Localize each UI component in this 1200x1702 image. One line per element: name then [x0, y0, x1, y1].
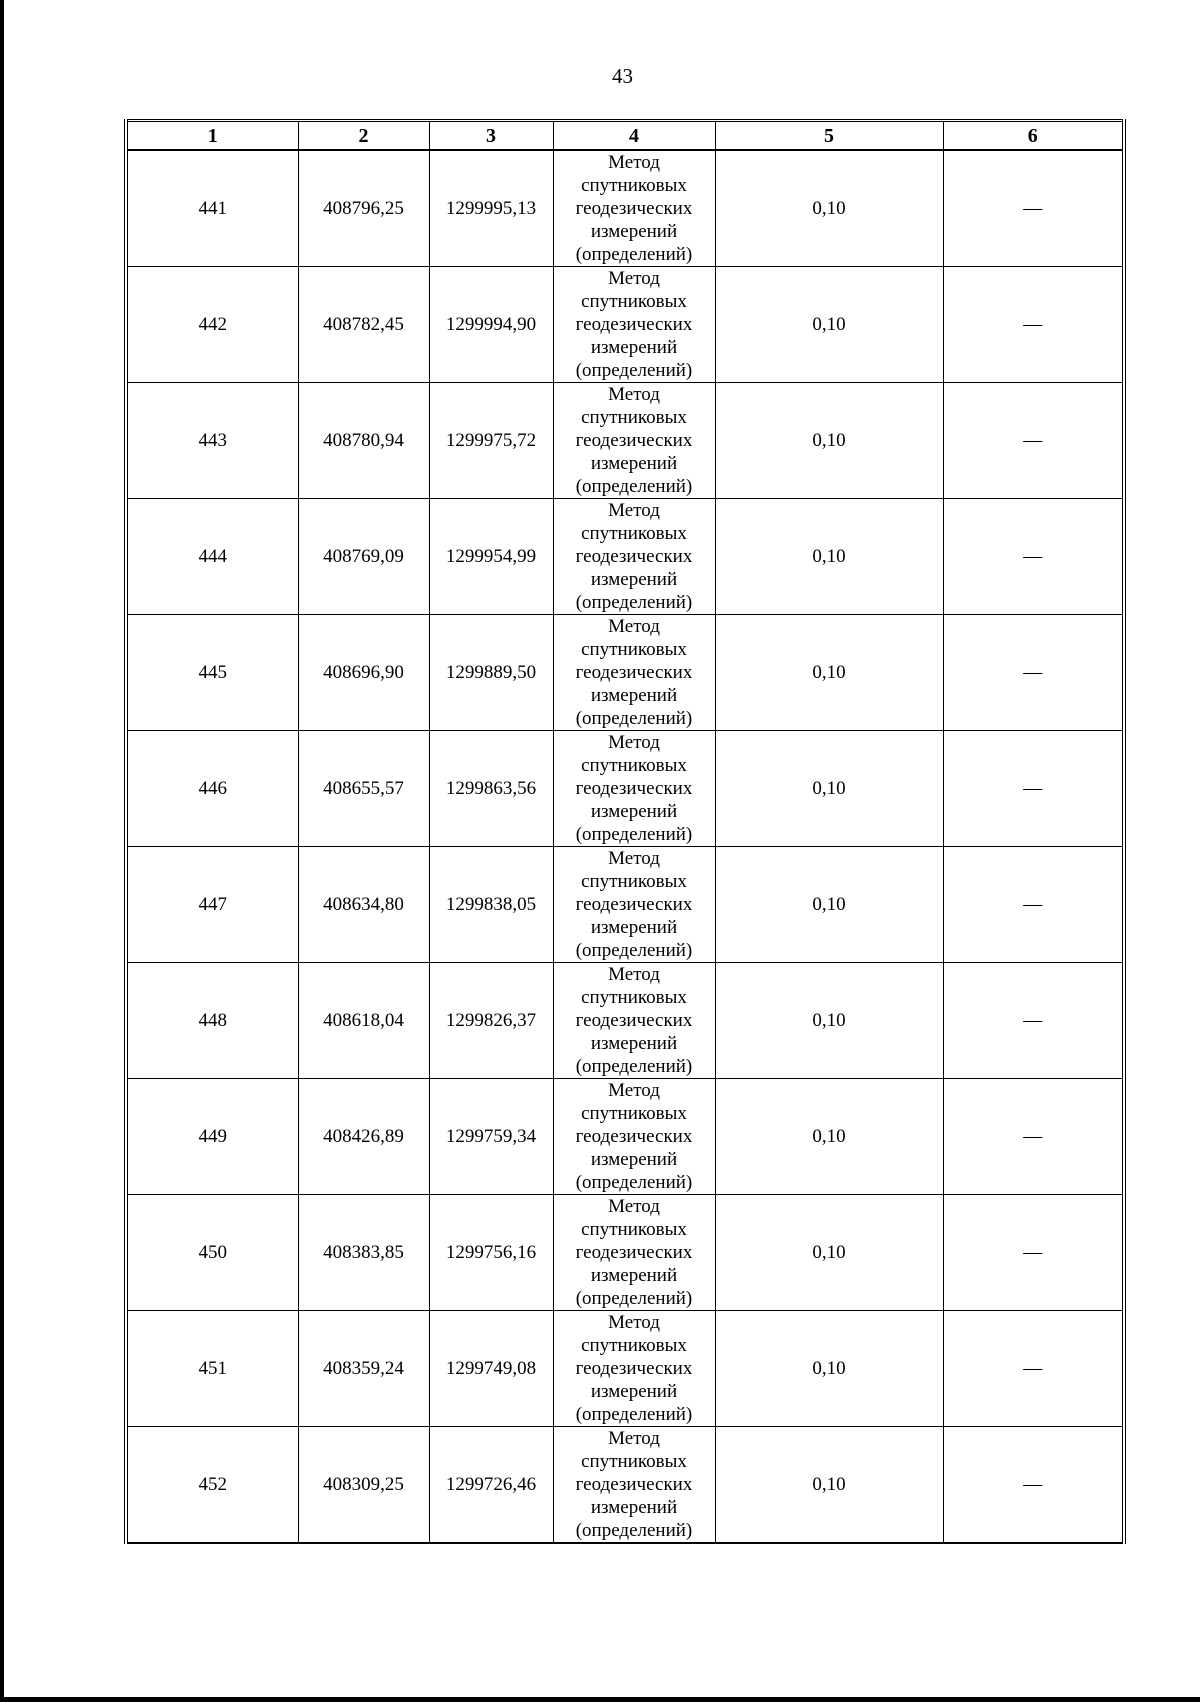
point-number-cell: 442 [126, 267, 298, 383]
method-line: геодезических [575, 1242, 693, 1263]
y-coordinate-cell: 1299838,05 [429, 847, 553, 963]
y-coordinate-cell: 1299863,56 [429, 731, 553, 847]
table-row [126, 267, 1124, 383]
table-row [126, 383, 1124, 499]
method-line: спутниковых [581, 1335, 687, 1356]
accuracy-cell: 0,10 [715, 847, 943, 963]
method-line: (определений) [575, 1404, 693, 1425]
method-line: спутниковых [581, 871, 687, 892]
method-line: измерений [590, 1497, 678, 1518]
method-line: (определений) [575, 940, 693, 961]
method-line: спутниковых [581, 755, 687, 776]
point-number-cell: 446 [126, 731, 298, 847]
y-coordinate-cell: 1299756,16 [429, 1195, 553, 1311]
point-number-cell: 441 [126, 150, 298, 267]
method-line: геодезических [575, 430, 693, 451]
method-line: спутниковых [581, 639, 687, 660]
scan-edge-left [0, 0, 4, 1702]
point-number-cell: 448 [126, 963, 298, 1079]
coordinates-table-container [124, 119, 1126, 1544]
column-header: 2 [298, 121, 429, 151]
accuracy-cell: 0,10 [715, 731, 943, 847]
x-coordinate-cell: 408426,89 [298, 1079, 429, 1195]
table-row [126, 150, 1124, 267]
method-line: (определений) [575, 1520, 693, 1541]
method-line: Метод [608, 1312, 660, 1333]
method-line: (определений) [575, 1172, 693, 1193]
method-line: спутниковых [581, 523, 687, 544]
method-line: Метод [608, 152, 660, 173]
y-coordinate-cell: 1299749,08 [429, 1311, 553, 1427]
method-line: измерений [590, 1149, 678, 1170]
note-cell: — [943, 1195, 1124, 1311]
method-line: геодезических [575, 198, 693, 219]
x-coordinate-cell: 408696,90 [298, 615, 429, 731]
coordinates-table [124, 119, 1126, 1544]
note-cell: — [943, 847, 1124, 963]
table-row [126, 847, 1124, 963]
method-line: измерений [590, 1033, 678, 1054]
method-line: геодезических [575, 1126, 693, 1147]
method-line: Метод [608, 1196, 660, 1217]
y-coordinate-cell: 1299759,34 [429, 1079, 553, 1195]
method-cell [553, 1195, 715, 1311]
note-cell: — [943, 963, 1124, 1079]
method-line: геодезических [575, 314, 693, 335]
method-cell [553, 963, 715, 1079]
method-cell [553, 499, 715, 615]
accuracy-cell: 0,10 [715, 963, 943, 1079]
x-coordinate-cell: 408359,24 [298, 1311, 429, 1427]
note-cell: — [943, 1079, 1124, 1195]
method-line: Метод [608, 384, 660, 405]
method-line: Метод [608, 616, 660, 637]
note-cell: — [943, 1311, 1124, 1427]
method-line: Метод [608, 964, 660, 985]
x-coordinate-cell: 408769,09 [298, 499, 429, 615]
method-line: измерений [590, 221, 678, 242]
column-header: 1 [126, 121, 298, 151]
note-cell: — [943, 1427, 1124, 1544]
page-number: 43 [612, 64, 633, 88]
method-line: геодезических [575, 662, 693, 683]
method-line: спутниковых [581, 1219, 687, 1240]
note-cell: — [943, 267, 1124, 383]
x-coordinate-cell: 408782,45 [298, 267, 429, 383]
method-line: (определений) [575, 592, 693, 613]
point-number-cell: 451 [126, 1311, 298, 1427]
table-row [126, 1427, 1124, 1544]
method-line: (определений) [575, 824, 693, 845]
accuracy-cell: 0,10 [715, 1427, 943, 1544]
method-line: измерений [590, 685, 678, 706]
x-coordinate-cell: 408383,85 [298, 1195, 429, 1311]
table-row [126, 731, 1124, 847]
method-line: Метод [608, 1080, 660, 1101]
point-number-cell: 449 [126, 1079, 298, 1195]
accuracy-cell: 0,10 [715, 267, 943, 383]
method-line: спутниковых [581, 407, 687, 428]
x-coordinate-cell: 408780,94 [298, 383, 429, 499]
method-line: геодезических [575, 1010, 693, 1031]
method-line: спутниковых [581, 291, 687, 312]
accuracy-cell: 0,10 [715, 1195, 943, 1311]
method-line: геодезических [575, 778, 693, 799]
y-coordinate-cell: 1299889,50 [429, 615, 553, 731]
table-row [126, 615, 1124, 731]
method-line: геодезических [575, 1358, 693, 1379]
note-cell: — [943, 499, 1124, 615]
accuracy-cell: 0,10 [715, 1311, 943, 1427]
y-coordinate-cell: 1299995,13 [429, 150, 553, 267]
method-line: (определений) [575, 244, 693, 265]
table-row [126, 499, 1124, 615]
method-line: измерений [590, 569, 678, 590]
method-cell [553, 1079, 715, 1195]
method-cell [553, 150, 715, 267]
x-coordinate-cell: 408618,04 [298, 963, 429, 1079]
note-cell: — [943, 383, 1124, 499]
method-cell [553, 383, 715, 499]
method-line: измерений [590, 1381, 678, 1402]
accuracy-cell: 0,10 [715, 1079, 943, 1195]
method-line: геодезических [575, 546, 693, 567]
point-number-cell: 443 [126, 383, 298, 499]
point-number-cell: 450 [126, 1195, 298, 1311]
method-cell [553, 267, 715, 383]
method-line: измерений [590, 453, 678, 474]
method-line: Метод [608, 732, 660, 753]
column-header: 6 [943, 121, 1124, 151]
method-line: измерений [590, 1265, 678, 1286]
method-line: спутниковых [581, 175, 687, 196]
method-cell [553, 615, 715, 731]
table-body [126, 150, 1124, 1543]
x-coordinate-cell: 408796,25 [298, 150, 429, 267]
y-coordinate-cell: 1299975,72 [429, 383, 553, 499]
method-line: геодезических [575, 1474, 693, 1495]
note-cell: — [943, 731, 1124, 847]
method-line: (определений) [575, 1288, 693, 1309]
accuracy-cell: 0,10 [715, 499, 943, 615]
point-number-cell: 444 [126, 499, 298, 615]
method-line: Метод [608, 268, 660, 289]
method-line: измерений [590, 337, 678, 358]
y-coordinate-cell: 1299826,37 [429, 963, 553, 1079]
method-line: (определений) [575, 360, 693, 381]
method-line: измерений [590, 801, 678, 822]
table-row [126, 1311, 1124, 1427]
y-coordinate-cell: 1299726,46 [429, 1427, 553, 1544]
method-cell [553, 847, 715, 963]
accuracy-cell: 0,10 [715, 383, 943, 499]
x-coordinate-cell: 408655,57 [298, 731, 429, 847]
method-line: спутниковых [581, 1103, 687, 1124]
method-line: (определений) [575, 1056, 693, 1077]
scan-edge-bottom [0, 1697, 1200, 1702]
note-cell: — [943, 615, 1124, 731]
y-coordinate-cell: 1299994,90 [429, 267, 553, 383]
method-cell [553, 1311, 715, 1427]
x-coordinate-cell: 408309,25 [298, 1427, 429, 1544]
accuracy-cell: 0,10 [715, 615, 943, 731]
note-cell: — [943, 150, 1124, 267]
header-row [126, 121, 1124, 151]
method-line: Метод [608, 848, 660, 869]
column-header: 5 [715, 121, 943, 151]
method-line: (определений) [575, 476, 693, 497]
method-cell [553, 731, 715, 847]
table-row [126, 1195, 1124, 1311]
column-header: 3 [429, 121, 553, 151]
accuracy-cell: 0,10 [715, 150, 943, 267]
table-row [126, 1079, 1124, 1195]
x-coordinate-cell: 408634,80 [298, 847, 429, 963]
method-cell [553, 1427, 715, 1544]
point-number-cell: 452 [126, 1427, 298, 1544]
point-number-cell: 447 [126, 847, 298, 963]
method-line: Метод [608, 500, 660, 521]
method-line: (определений) [575, 708, 693, 729]
method-line: геодезических [575, 894, 693, 915]
method-line: спутниковых [581, 1451, 687, 1472]
column-header: 4 [553, 121, 715, 151]
point-number-cell: 445 [126, 615, 298, 731]
method-line: измерений [590, 917, 678, 938]
table-row [126, 963, 1124, 1079]
method-line: Метод [608, 1428, 660, 1449]
y-coordinate-cell: 1299954,99 [429, 499, 553, 615]
method-line: спутниковых [581, 987, 687, 1008]
